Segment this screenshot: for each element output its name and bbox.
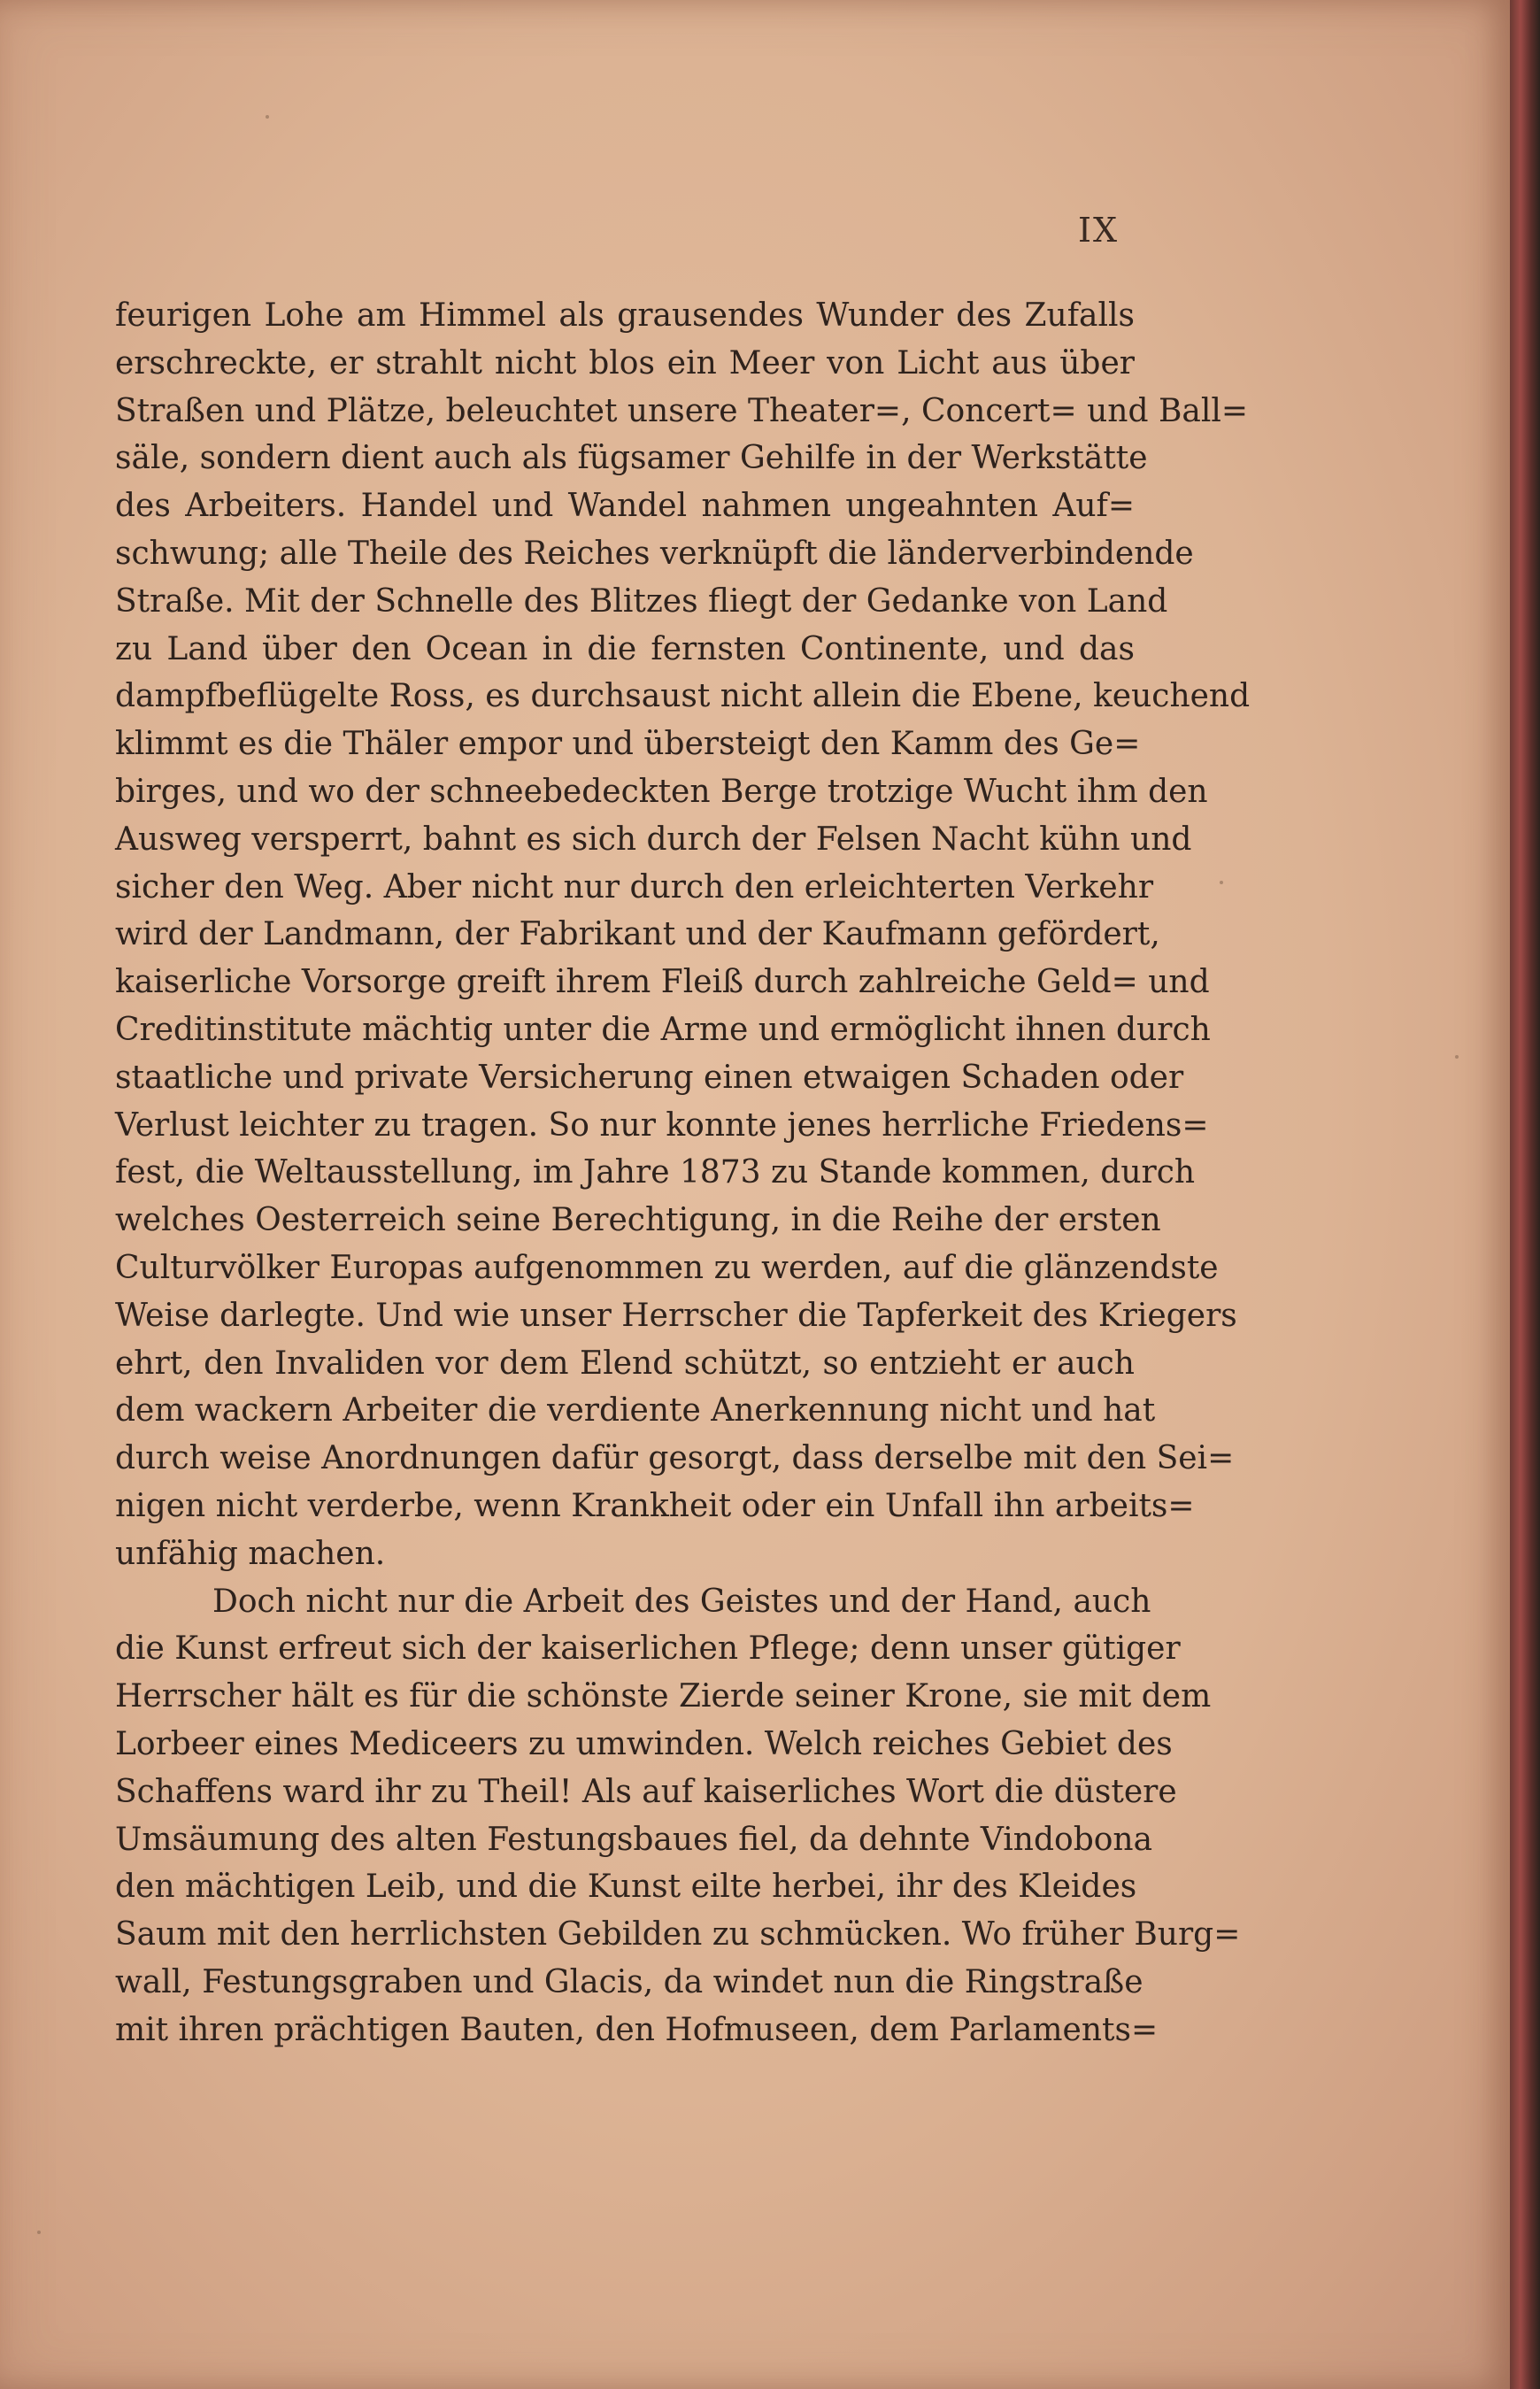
paper-speck (1455, 1055, 1459, 1059)
text-line: den mächtigen Leib, und die Kunst eilte herbei, ihr des Kleides (115, 1869, 1137, 1906)
text-line: sicher den Weg. Aber nicht nur durch den erleichterten Verkehr (115, 868, 1154, 906)
body-text (115, 292, 1251, 2054)
text-line: dampfbeflügelte Ross, es durchsaust nicht allein die Ebene, keuchend (115, 678, 1251, 715)
text-line: zu Land über den Ocean in die fernsten Continente, und das (115, 630, 1135, 667)
text-line: welches Oesterreich seine Berechtigung, in die Reihe der ersten (115, 1202, 1161, 1239)
paper-speck (1220, 881, 1223, 884)
text-line: die Kunst erfreut sich der kaiserlichen Pflege; denn unser gütiger (115, 1630, 1181, 1668)
text-line: Saum mit den herrlichsten Gebilden zu schmücken. Wo früher Burg= (115, 1916, 1241, 1954)
paper-speck (266, 115, 269, 119)
text-line: birges, und wo der schneebedeckten Berge trotzige Wucht ihm den (115, 773, 1208, 810)
text-line: Weise darlegte. Und wie unser Herrscher die Tapferkeit des Kriegers (115, 1297, 1237, 1334)
text-line: wird der Landmann, der Fabrikant und der Kaufmann gefördert, (115, 916, 1160, 953)
text-line: schwung; alle Theile des Reiches verknüpft die länderverbindende (115, 535, 1194, 572)
text-line: Creditinstitute mächtig unter die Arme und ermöglicht ihnen durch (115, 1011, 1211, 1048)
text-line: durch weise Anordnungen dafür gesorgt, dass derselbe mit den Sei= (115, 1440, 1235, 1477)
book-binding-edge (1510, 0, 1540, 2389)
text-line: staatliche und private Versicherung einen etwaigen Schaden oder (115, 1059, 1184, 1096)
text-line: fest, die Weltausstellung, im Jahre 1873 zu Stande kommen, durch (115, 1154, 1196, 1191)
text-line: nigen nicht verderbe, wenn Krankheit oder ein Unfall ihn arbeits= (115, 1487, 1195, 1524)
text-line: Ausweg versperrt, bahnt es sich durch der Felsen Nacht kühn und (115, 821, 1192, 858)
text-line: Straße. Mit der Schnelle des Blitzes fliegt der Gedanke von Land (115, 582, 1168, 620)
page-number: IX (1078, 211, 1120, 250)
text-line: feurigen Lohe am Himmel als grausendes Wunder des Zufalls (115, 297, 1135, 334)
paper-speck (37, 2231, 41, 2234)
paragraph-2 (115, 1578, 1241, 2054)
text-line: klimmt es die Thäler empor und übersteigt den Kamm des Ge= (115, 726, 1141, 763)
text-line: Verlust leichter zu tragen. So nur konnte jenes herrliche Friedens= (115, 1106, 1209, 1144)
text-line: Culturvölker Europas aufgenommen zu werden, auf die glänzendste (115, 1249, 1219, 1286)
text-line: wall, Festungsgraben und Glacis, da windet nun die Ringstraße (115, 1963, 1143, 2000)
text-line: Straßen und Plätze, beleuchtet unsere Theater=, Concert= und Ball= (115, 392, 1249, 429)
text-line: erschreckte, er strahlt nicht blos ein Meer von Licht aus über (115, 344, 1135, 381)
text-line: säle, sondern dient auch als fügsamer Gehilfe in der Werkstätte (115, 440, 1148, 477)
text-line: Herrscher hält es für die schönste Zierde seiner Krone, sie mit dem (115, 1678, 1212, 1715)
text-line: des Arbeiters. Handel und Wandel nahmen ungeahnten Auf= (115, 488, 1135, 525)
text-line: Doch nicht nur die Arbeit des Geistes und der Hand, auch (212, 1583, 1151, 1620)
text-line: ehrt, den Invaliden vor dem Elend schützt, so entzieht er auch (115, 1345, 1135, 1382)
text-line: unfähig machen. (115, 1535, 386, 1572)
text-line: dem wackern Arbeiter die verdiente Anerkennung nicht und hat (115, 1392, 1156, 1430)
paragraph-1 (115, 292, 1251, 1578)
text-line: Lorbeer eines Mediceers zu umwinden. Welch reiches Gebiet des (115, 1725, 1173, 1762)
text-line: mit ihren prächtigen Bauten, den Hofmuseen, dem Parlaments= (115, 2011, 1159, 2048)
text-line: Umsäumung des alten Festungsbaues fiel, da dehnte Vindobona (115, 1821, 1153, 1858)
text-line: Schaffens ward ihr zu Theil! Als auf kaiserliches Wort die düstere (115, 1773, 1177, 1810)
text-line: kaiserliche Vorsorge greift ihrem Fleiß durch zahlreiche Geld= und (115, 964, 1210, 1001)
